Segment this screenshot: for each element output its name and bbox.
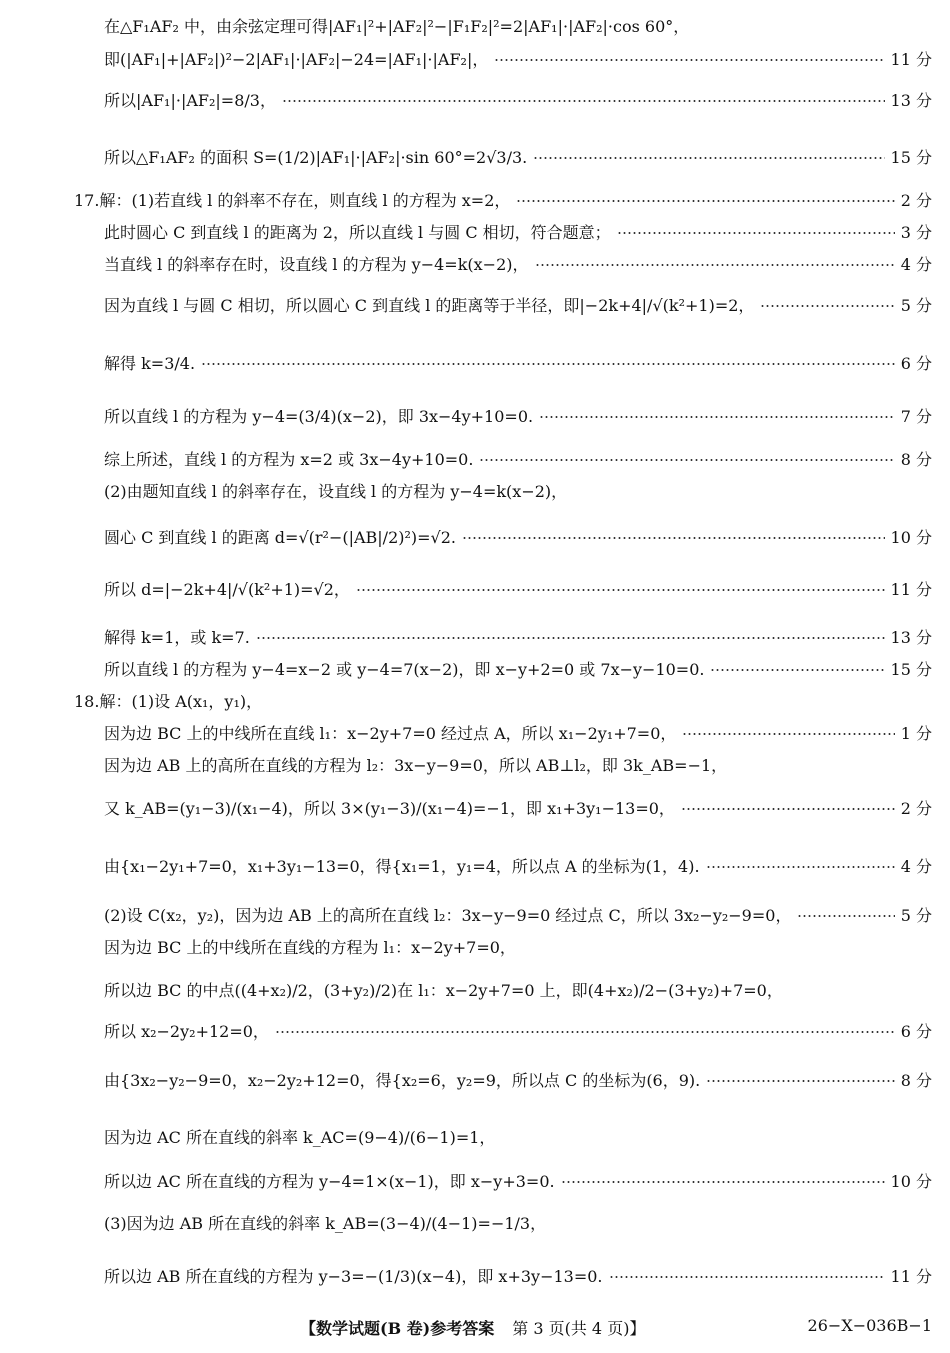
line-text: 所以边 AB 所在直线的方程为 y−3=−(1/3)(x−4)，即 x+3y−13=0. (104, 1267, 603, 1286)
footer-title-group (300, 1316, 645, 1339)
dot-leader (535, 264, 895, 266)
dot-leader (462, 537, 885, 539)
line-text: 在△F₁AF₂ 中，由余弦定理可得|AF₁|²+|AF₂|²−|F₁F₂|²=2|AF₁|·|AF₂|·cos 60°， (104, 17, 690, 36)
solution-line (104, 450, 932, 470)
line-text: 因为边 AC 所在直线的斜率 k_AC=(9−4)/(6−1)=1， (104, 1128, 496, 1147)
dot-leader (706, 866, 895, 868)
solution-line (104, 1128, 932, 1148)
solution-line (104, 354, 932, 374)
line-text: 所以直线 l 的方程为 y−4=(3/4)(x−2)，即 3x−4y+10=0. (104, 407, 534, 426)
solution-line (104, 1022, 932, 1042)
dot-leader (760, 305, 894, 307)
solution-line (104, 724, 932, 744)
score-label: 11 分 (890, 580, 932, 599)
dot-leader (682, 733, 894, 735)
dot-leader (797, 915, 894, 917)
problem-17-line (74, 191, 932, 211)
line-text: 所以△F₁AF₂ 的面积 S=(1/2)|AF₁|·|AF₂|·sin 60°=2√3/3. (104, 148, 528, 167)
solution-line (104, 799, 932, 819)
score-label: 11 分 (890, 50, 932, 69)
dot-leader (539, 416, 895, 418)
line-text: 综上所述，直线 l 的方程为 x=2 或 3x−4y+10=0. (104, 450, 474, 469)
solution-line (104, 296, 932, 316)
dot-leader (479, 459, 894, 461)
line-text: 17.解：(1)若直线 l 的斜率不存在，则直线 l 的方程为 x=2， (74, 191, 511, 210)
solution-line (104, 50, 932, 70)
document-code: 26−X−036B−1 (807, 1316, 932, 1335)
score-label: 6 分 (900, 1022, 932, 1041)
solution-line (104, 628, 932, 648)
dot-leader (256, 637, 885, 639)
line-text: 又 k_AB=(y₁−3)/(x₁−4)，所以 3×(y₁−3)/(x₁−4)=−1，即 x₁+3y₁−13=0， (104, 799, 675, 818)
dot-leader (706, 1080, 894, 1082)
score-label: 15 分 (890, 660, 932, 679)
solution-line (104, 1071, 932, 1091)
score-label: 10 分 (890, 528, 932, 547)
solution-line (104, 528, 932, 548)
line-text: 所以|AF₁|·|AF₂|=8/3， (104, 91, 276, 110)
score-label: 4 分 (900, 857, 932, 876)
solution-line (104, 255, 932, 275)
footer-title: 【数学试题(B 卷)参考答案 (300, 1319, 495, 1338)
solution-line (104, 857, 932, 877)
dot-leader (516, 200, 894, 202)
score-label: 5 分 (900, 296, 932, 315)
line-text: (2)由题知直线 l 的斜率存在，设直线 l 的方程为 y−4=k(x−2)， (104, 482, 568, 501)
dot-leader (609, 1276, 885, 1278)
dot-leader (561, 1181, 885, 1183)
score-label: 8 分 (900, 1071, 932, 1090)
dot-leader (356, 589, 885, 591)
dot-leader (533, 157, 884, 159)
dot-leader (275, 1031, 895, 1033)
line-text: 因为边 AB 上的高所在直线的方程为 l₂：3x−y−9=0，所以 AB⊥l₂，即 3k_AB=−1， (104, 756, 728, 775)
line-text: 所以边 AC 所在直线的方程为 y−4=1×(x−1)，即 x−y+3=0. (104, 1172, 555, 1191)
solution-line (104, 17, 932, 37)
line-text: 因为直线 l 与圆 C 相切，所以圆心 C 到直线 l 的距离等于半径，即|−2k+4|/√(k²+1)=2， (104, 296, 755, 315)
solution-line (104, 981, 932, 1001)
dot-leader (494, 59, 884, 61)
solution-line (104, 223, 932, 243)
score-label: 4 分 (900, 255, 932, 274)
dot-leader (201, 363, 895, 365)
line-text: 圆心 C 到直线 l 的距离 d=√(r²−(|AB|/2)²)=√2. (104, 528, 457, 547)
line-text: 所以 d=|−2k+4|/√(k²+1)=√2， (104, 580, 350, 599)
line-text: 即(|AF₁|+|AF₂|)²−2|AF₁|·|AF₂|−24=|AF₁|·|AF₂|， (104, 50, 489, 69)
solution-line (104, 91, 932, 111)
line-text: 所以边 BC 的中点((4+x₂)/2，(3+y₂)/2)在 l₁：x−2y+7=0 上，即(4+x₂)/2−(3+y₂)+7=0， (104, 981, 783, 1000)
score-label: 2 分 (900, 191, 932, 210)
line-text: (2)设 C(x₂，y₂)，因为边 AB 上的高所在直线 l₂：3x−y−9=0 经过点 C，所以 3x₂−y₂−9=0， (104, 906, 792, 925)
line-text: 此时圆心 C 到直线 l 的距离为 2，所以直线 l 与圆 C 相切，符合题意； (104, 223, 611, 242)
line-text: 因为边 BC 上的中线所在直线 l₁：x−2y+7=0 经过点 A，所以 x₁−2y₁+7=0， (104, 724, 677, 743)
score-label: 3 分 (900, 223, 932, 242)
score-label: 15 分 (890, 148, 932, 167)
dot-leader (681, 808, 895, 810)
score-label: 8 分 (900, 450, 932, 469)
line-text: (3)因为边 AB 所在直线的斜率 k_AB=(3−4)/(4−1)=−1/3， (104, 1214, 547, 1233)
solution-line (104, 580, 932, 600)
line-text: 解得 k=1，或 k=7. (104, 628, 250, 647)
line-text: 解得 k=3/4. (104, 354, 196, 373)
solution-line (104, 938, 932, 958)
line-text: 由{x₁−2y₁+7=0，x₁+3y₁−13=0，得{x₁=1，y₁=4，所以点 A 的坐标为(1，4). (104, 857, 700, 876)
solution-line (104, 1267, 932, 1287)
score-label: 6 分 (900, 354, 932, 373)
line-text: 所以直线 l 的方程为 y−4=x−2 或 y−4=7(x−2)，即 x−y+2=0 或 7x−y−10=0. (104, 660, 705, 679)
score-label: 10 分 (890, 1172, 932, 1191)
line-text: 由{3x₂−y₂−9=0，x₂−2y₂+12=0，得{x₂=6，y₂=9，所以点 C 的坐标为(6，9). (104, 1071, 701, 1090)
solution-line (104, 660, 932, 680)
score-label: 2 分 (900, 799, 932, 818)
line-text: 所以 x₂−2y₂+12=0， (104, 1022, 269, 1041)
score-label: 13 分 (890, 91, 932, 110)
dot-leader (282, 100, 885, 102)
line-text: 18.解：(1)设 A(x₁，y₁)， (74, 692, 263, 711)
dot-leader (710, 669, 884, 671)
solution-line (104, 1172, 932, 1192)
problem-18-line (74, 692, 932, 712)
solution-line (104, 906, 932, 926)
score-label: 1 分 (900, 724, 932, 743)
score-label: 13 分 (890, 628, 932, 647)
solution-line (104, 1214, 932, 1234)
score-label: 7 分 (900, 407, 932, 426)
line-text: 因为边 BC 上的中线所在直线的方程为 l₁：x−2y+7=0， (104, 938, 516, 957)
solution-line (104, 407, 932, 427)
dot-leader (617, 232, 895, 234)
score-label: 11 分 (890, 1267, 932, 1286)
solution-line (104, 756, 932, 776)
page-number: 第 3 页(共 4 页)】 (512, 1319, 646, 1338)
solution-line (104, 148, 932, 168)
solution-line (104, 482, 932, 502)
score-label: 5 分 (900, 906, 932, 925)
line-text: 当直线 l 的斜率存在时，设直线 l 的方程为 y−4=k(x−2)， (104, 255, 529, 274)
